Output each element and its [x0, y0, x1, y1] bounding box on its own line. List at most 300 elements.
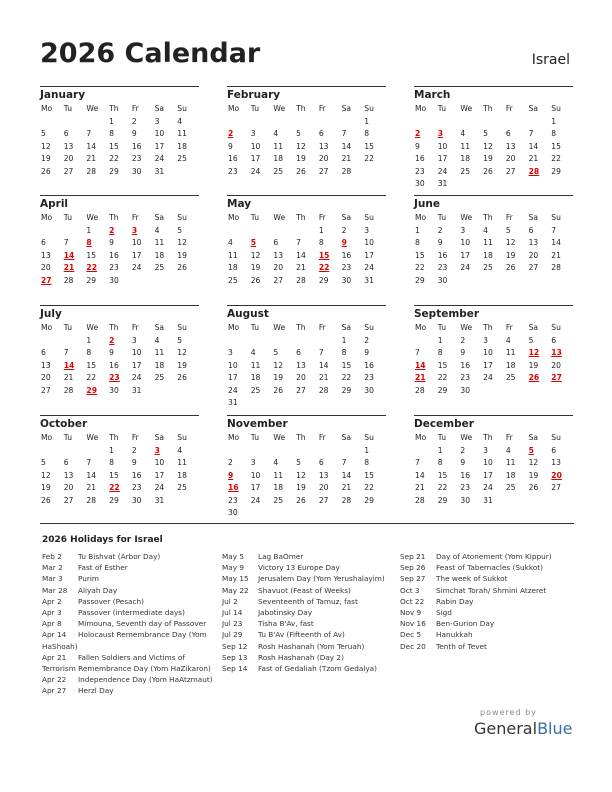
month-grid [227, 322, 386, 410]
holiday-item [42, 652, 218, 674]
holiday-date: Oct 3 [400, 585, 420, 595]
month-december [414, 415, 573, 507]
weekday-header: Fr [318, 213, 326, 222]
day-cell: 23 [131, 154, 142, 163]
empty-cell [341, 116, 364, 129]
empty-cell [505, 116, 528, 129]
day-cell: 9 [460, 348, 466, 357]
day-cell: 8 [437, 458, 443, 467]
day-cell: 5 [177, 335, 183, 345]
day-cell: 29 [364, 495, 374, 505]
day-cell: 22 [364, 483, 374, 492]
holiday-day[interactable]: 2 [109, 225, 115, 235]
weekday-header: We [460, 104, 473, 113]
empty-cell [437, 116, 460, 129]
empty-cell [482, 116, 505, 129]
holiday-name: Hanukkah [436, 630, 473, 640]
day-cell: 3 [364, 225, 370, 235]
day-cell: 3 [131, 335, 137, 345]
weekday-header: We [86, 323, 99, 332]
day-cell: 14 [86, 141, 97, 151]
holiday-item [42, 674, 218, 685]
day-cell: 30 [460, 495, 471, 505]
day-cell: 24 [131, 263, 142, 272]
empty-cell [295, 225, 318, 238]
day-cell: 23 [437, 263, 448, 272]
month-name: May [227, 198, 252, 210]
brand-logo[interactable] [474, 719, 572, 738]
holiday-day[interactable]: 9 [228, 470, 234, 480]
day-cell: 31 [131, 385, 142, 395]
day-cell: 25 [177, 483, 187, 492]
holiday-day[interactable]: 9 [341, 238, 347, 247]
day-cell: 30 [131, 166, 142, 176]
weekday-header: Su [551, 323, 561, 332]
weekday-header: Tu [250, 323, 260, 332]
day-cell: 1 [415, 225, 420, 235]
weekday-header: Fr [131, 213, 139, 222]
day-cell: 2 [131, 445, 137, 455]
day-cell: 26 [296, 495, 306, 505]
day-cell: 20 [528, 250, 539, 260]
month-november [227, 415, 386, 520]
empty-cell [318, 116, 341, 129]
day-cell: 6 [528, 225, 534, 235]
day-cell: 9 [131, 129, 137, 138]
holiday-name: Holocaust Remembrance Day (Yom HaShoah) [42, 630, 207, 651]
day-cell: 21 [318, 373, 329, 382]
holiday-date: May 15 [222, 574, 249, 584]
day-cell: 25 [460, 166, 471, 176]
weekday-header: Sa [154, 104, 165, 113]
weekday-header: Su [364, 213, 374, 222]
day-cell: 6 [63, 458, 69, 467]
day-cell: 18 [460, 154, 471, 163]
weekday-header: Tu [63, 213, 73, 222]
day-cell: 24 [250, 166, 261, 176]
day-cell: 26 [250, 275, 261, 285]
day-cell: 9 [109, 348, 114, 357]
holiday-day[interactable]: 27 [41, 275, 52, 285]
day-cell: 18 [483, 250, 493, 260]
holiday-day[interactable]: 22 [86, 263, 97, 272]
day-cell: 26 [177, 373, 187, 382]
day-cell: 28 [415, 385, 425, 395]
weekday-header: Tu [63, 104, 73, 113]
day-cell: 4 [177, 445, 183, 455]
holiday-day[interactable]: 5 [528, 445, 534, 455]
holiday-date: Mar 2 [42, 563, 63, 573]
holiday-day[interactable]: 22 [109, 483, 120, 492]
day-cell: 12 [41, 470, 51, 480]
holiday-date: Apr 8 [42, 619, 62, 629]
weekday-header: Th [109, 213, 119, 222]
day-cell: 9 [437, 238, 443, 247]
day-cell: 13 [63, 470, 74, 480]
day-cell: 17 [154, 470, 165, 480]
day-cell: 29 [318, 275, 329, 285]
day-cell: 20 [41, 263, 51, 272]
day-cell: 17 [483, 470, 493, 480]
month-july [40, 305, 199, 397]
holiday-day[interactable]: 23 [109, 373, 120, 382]
holiday-name: Passover (Pesach) [78, 596, 144, 606]
day-cell: 4 [460, 129, 466, 138]
month-grid [227, 212, 386, 287]
weekday-header: Th [296, 433, 306, 442]
weekday-header: Tu [437, 104, 447, 113]
weekday-header: Th [483, 104, 493, 113]
holiday-date: Sep 14 [222, 664, 248, 674]
empty-cell [63, 116, 86, 129]
empty-cell [63, 225, 86, 238]
day-cell: 22 [551, 154, 561, 163]
day-cell: 1 [109, 116, 114, 126]
empty-cell [40, 116, 63, 129]
holiday-day[interactable]: 22 [318, 263, 330, 272]
day-cell: 31 [483, 495, 493, 505]
holiday-day[interactable]: 28 [528, 166, 540, 176]
holiday-item [42, 618, 218, 629]
weekday-header: Su [551, 213, 561, 222]
day-cell: 10 [250, 470, 261, 480]
holiday-day[interactable]: 15 [318, 250, 330, 260]
holiday-day[interactable]: 21 [415, 373, 426, 382]
holiday-item [222, 618, 398, 629]
day-cell: 11 [273, 470, 284, 480]
day-cell: 28 [318, 385, 329, 395]
day-cell: 17 [364, 250, 374, 260]
holiday-name: Rabin Day [436, 596, 474, 606]
day-cell: 30 [460, 385, 471, 395]
day-cell: 11 [154, 348, 165, 357]
weekday-header: Sa [154, 433, 165, 442]
day-cell: 6 [63, 129, 69, 138]
day-cell: 14 [86, 470, 97, 480]
day-cell: 9 [228, 141, 233, 151]
day-cell: 1 [551, 116, 557, 126]
holiday-date: May 22 [222, 585, 249, 595]
day-cell: 16 [341, 250, 352, 260]
day-cell: 3 [483, 335, 488, 345]
day-cell: 21 [528, 154, 539, 163]
day-cell: 5 [296, 129, 301, 138]
holiday-date: Dec 5 [400, 630, 422, 640]
day-cell: 14 [341, 470, 352, 480]
holiday-name: Fallen Soldiers and Victims of Terrorism Remembrance Day (Yom HaZikaron) [42, 652, 211, 674]
weekday-header: We [273, 323, 286, 332]
day-cell: 28 [63, 275, 74, 285]
day-cell: 7 [528, 129, 534, 138]
empty-cell [272, 225, 295, 238]
day-cell: 14 [551, 238, 561, 247]
day-cell: 26 [177, 263, 187, 272]
holiday-day[interactable]: 29 [86, 385, 97, 395]
holiday-day[interactable]: 2 [228, 129, 234, 138]
day-cell: 12 [528, 458, 539, 467]
weekday-header: We [460, 323, 473, 332]
weekday-header: Tu [437, 213, 447, 222]
holiday-name: Fast of Esther [78, 563, 128, 573]
weekday-header: Mo [41, 213, 53, 222]
day-cell: 17 [131, 250, 142, 260]
weekday-header: Mo [41, 433, 53, 442]
weekday-header: Tu [250, 433, 260, 442]
month-march [414, 86, 573, 191]
day-cell: 4 [483, 225, 488, 235]
holiday-date: Jul 29 [222, 630, 243, 640]
month-grid [414, 103, 573, 191]
empty-cell [414, 335, 437, 348]
holiday-day[interactable]: 14 [63, 250, 75, 260]
holiday-day[interactable]: 5 [250, 238, 256, 247]
weekday-header: Fr [505, 104, 513, 113]
holiday-name: Tu B'Av (Fifteenth of Av) [258, 630, 345, 640]
day-cell: 6 [551, 335, 557, 345]
day-cell: 20 [318, 154, 329, 163]
holiday-name: Ben-Gurion Day [436, 619, 495, 629]
day-cell: 16 [131, 470, 142, 480]
holiday-day[interactable]: 14 [63, 360, 75, 370]
holiday-item [222, 562, 398, 573]
day-cell: 6 [505, 129, 511, 138]
weekday-header: Mo [41, 104, 53, 113]
weekday-header: Tu [437, 323, 447, 332]
holiday-date: Feb 2 [42, 552, 62, 561]
weekday-header: Fr [131, 323, 139, 332]
day-cell: 16 [109, 250, 119, 260]
day-cell: 7 [341, 129, 347, 138]
day-cell: 8 [109, 458, 114, 467]
weekday-header: Su [177, 433, 187, 442]
day-cell: 11 [273, 141, 284, 151]
day-cell: 30 [341, 275, 352, 285]
day-cell: 18 [273, 154, 284, 163]
holiday-day[interactable]: 2 [109, 335, 115, 345]
holiday-date: May 5 [222, 552, 245, 561]
day-cell: 15 [437, 470, 448, 480]
holiday-day[interactable]: 3 [131, 225, 138, 235]
day-cell: 16 [228, 154, 238, 163]
weekday-header: Th [109, 104, 119, 113]
day-cell: 10 [364, 238, 374, 247]
day-cell: 4 [505, 335, 511, 345]
holiday-name: Independence Day (Yom HaAtzmaut) [78, 675, 213, 685]
day-cell: 8 [341, 348, 347, 357]
day-cell: 30 [364, 385, 374, 395]
holiday-day[interactable]: 13 [551, 348, 562, 357]
day-cell: 6 [318, 458, 324, 467]
day-cell: 4 [154, 225, 160, 235]
month-april [40, 195, 199, 287]
day-cell: 4 [505, 445, 511, 455]
day-cell: 25 [177, 154, 187, 163]
weekday-header: Su [551, 433, 561, 442]
day-cell: 26 [41, 495, 51, 505]
weekday-header: Sa [528, 323, 539, 332]
day-cell: 9 [131, 458, 137, 467]
day-cell: 12 [505, 238, 516, 247]
holiday-item [42, 596, 218, 607]
day-cell: 31 [364, 275, 374, 285]
day-cell: 8 [86, 348, 92, 357]
day-cell: 27 [318, 166, 329, 176]
day-cell: 13 [528, 238, 539, 247]
day-cell: 7 [551, 225, 557, 235]
day-cell: 20 [63, 154, 74, 163]
holiday-name: Lag BaOmer [258, 552, 304, 561]
day-cell: 21 [341, 154, 352, 163]
day-cell: 10 [131, 348, 142, 357]
day-cell: 5 [505, 225, 511, 235]
holiday-item [400, 607, 586, 618]
empty-cell [40, 445, 63, 458]
holiday-day[interactable]: 27 [551, 373, 562, 382]
day-cell: 1 [437, 335, 443, 345]
empty-cell [295, 335, 318, 348]
day-cell: 17 [250, 483, 261, 492]
day-cell: 20 [318, 483, 329, 492]
day-cell: 24 [483, 483, 493, 492]
holiday-day[interactable]: 20 [551, 470, 562, 480]
holiday-day[interactable]: 8 [86, 238, 92, 247]
day-cell: 10 [250, 141, 261, 151]
powered-by-label: powered by [480, 708, 537, 717]
day-cell: 15 [109, 470, 119, 480]
day-cell: 9 [109, 238, 114, 247]
day-cell: 16 [460, 360, 471, 370]
day-cell: 14 [528, 141, 539, 151]
day-cell: 1 [86, 225, 92, 235]
holiday-item [222, 663, 398, 674]
holiday-item [222, 585, 398, 596]
day-cell: 28 [341, 495, 352, 505]
day-cell: 22 [364, 154, 374, 163]
day-cell: 8 [364, 129, 370, 138]
holiday-day[interactable]: 3 [437, 129, 443, 138]
weekday-header: Mo [228, 323, 240, 332]
weekday-header: Fr [505, 323, 513, 332]
holiday-day[interactable]: 26 [528, 373, 540, 382]
day-cell: 21 [415, 483, 425, 492]
day-cell: 28 [86, 495, 97, 505]
holiday-date: Mar 28 [42, 585, 68, 595]
day-cell: 27 [551, 483, 561, 492]
day-cell: 29 [415, 275, 425, 285]
holiday-name: Rosh Hashanah (Day 2) [258, 652, 344, 662]
day-cell: 29 [109, 166, 119, 176]
day-cell: 27 [528, 263, 539, 272]
holiday-name: Passover (intermediate days) [78, 608, 185, 618]
day-cell: 30 [109, 275, 119, 285]
day-cell: 10 [228, 360, 238, 370]
weekday-header: Tu [63, 433, 73, 442]
holiday-day[interactable]: 2 [415, 129, 421, 138]
day-cell: 18 [505, 360, 516, 370]
day-cell: 25 [250, 385, 261, 395]
holiday-day[interactable]: 16 [228, 483, 239, 492]
month-grid [227, 103, 386, 178]
day-cell: 9 [460, 458, 466, 467]
month-grid [414, 432, 573, 507]
empty-cell [250, 116, 273, 129]
day-cell: 22 [437, 483, 448, 492]
day-cell: 18 [505, 470, 516, 480]
day-cell: 21 [86, 154, 97, 163]
day-cell: 11 [460, 141, 471, 151]
month-name: March [414, 89, 451, 101]
holiday-name: Simchat Torah/ Shmini Atzeret [436, 585, 547, 595]
day-cell: 19 [41, 154, 51, 163]
holiday-item [222, 641, 398, 652]
holiday-name: Seventeenth of Tamuz, fast [258, 596, 358, 606]
day-cell: 25 [273, 166, 284, 176]
day-cell: 6 [318, 129, 324, 138]
weekday-header: Th [109, 433, 119, 442]
empty-cell [63, 335, 86, 348]
day-cell: 18 [177, 141, 187, 151]
holiday-item [222, 573, 398, 584]
empty-cell [318, 445, 341, 458]
empty-cell [295, 445, 318, 458]
holiday-name: Shavuot (Feast of Weeks) [258, 585, 351, 595]
day-cell: 5 [296, 458, 301, 467]
holiday-item [400, 562, 586, 573]
weekday-header: We [273, 213, 286, 222]
holiday-date: Apr 3 [42, 608, 62, 618]
weekday-header: Tu [250, 104, 260, 113]
day-cell: 24 [154, 483, 165, 492]
day-cell: 4 [273, 129, 279, 138]
weekday-header: Th [296, 104, 306, 113]
empty-cell [341, 445, 364, 458]
holiday-date: Sep 21 [400, 552, 426, 561]
day-cell: 23 [109, 263, 119, 272]
month-name: January [40, 89, 86, 101]
holiday-day[interactable]: 21 [63, 263, 75, 272]
weekday-header: Su [364, 323, 374, 332]
weekday-header: We [460, 433, 473, 442]
holiday-day[interactable]: 3 [154, 445, 160, 455]
day-cell: 24 [228, 385, 238, 395]
holiday-name: Aliyah Day [78, 585, 118, 595]
month-name: February [227, 89, 281, 101]
day-cell: 2 [364, 335, 370, 345]
day-cell: 20 [505, 154, 516, 163]
brand-text-blue: Blue [537, 719, 573, 738]
holiday-item [42, 629, 218, 651]
day-cell: 16 [109, 360, 119, 370]
day-cell: 23 [460, 483, 471, 492]
day-cell: 18 [228, 263, 238, 272]
weekday-header: Tu [250, 213, 260, 222]
day-cell: 7 [296, 238, 301, 247]
day-cell: 6 [41, 238, 46, 247]
day-cell: 10 [154, 129, 165, 138]
month-grid [227, 432, 386, 520]
holiday-day[interactable]: 12 [528, 348, 540, 357]
day-cell: 2 [437, 225, 443, 235]
weekday-header: Mo [228, 433, 240, 442]
month-name: April [40, 198, 69, 210]
month-name: December [414, 418, 474, 430]
holiday-date: Apr 21 [42, 652, 67, 662]
holiday-day[interactable]: 14 [415, 360, 426, 370]
holiday-name: Purim [78, 574, 100, 584]
weekday-header: We [86, 213, 99, 222]
day-cell: 13 [296, 360, 306, 370]
holiday-item [42, 573, 218, 584]
